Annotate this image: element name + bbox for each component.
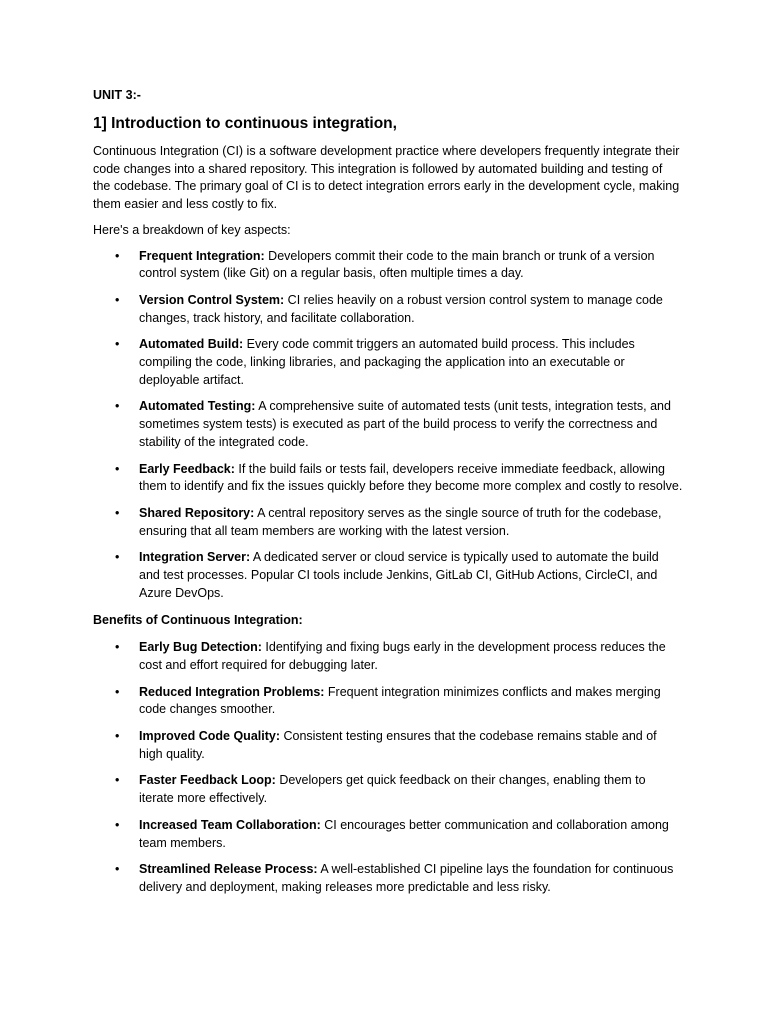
list-item xyxy=(93,505,683,540)
list-item-term: Integration Server: xyxy=(139,550,251,565)
list-item-term: Faster Feedback Loop: xyxy=(139,773,276,788)
list-item-term: Streamlined Release Process: xyxy=(139,862,318,877)
list-item xyxy=(93,336,683,389)
list-item-term: Improved Code Quality: xyxy=(139,728,280,743)
document-page xyxy=(93,86,683,907)
list-item-text: CI relies heavily on a robust version control system to manage code changes, track history, and facilitate collaboration. xyxy=(139,292,663,325)
list-item-term: Increased Team Collaboration: xyxy=(139,817,321,832)
list-item-term: Version Control System: xyxy=(139,292,285,307)
list-item-term: Automated Testing: xyxy=(139,399,256,414)
benefits-heading: Benefits of Continuous Integration: xyxy=(93,613,303,628)
list-item-text: If the build fails or tests fail, developers receive immediate feedback, allowing them to identify and fix the issues quickly before they become more complex and costly to resolve. xyxy=(139,461,683,494)
bullet-icon: • xyxy=(115,640,120,655)
bullet-icon: • xyxy=(115,505,120,520)
list-item xyxy=(93,861,683,896)
list-item xyxy=(93,248,683,283)
bullet-icon: • xyxy=(115,862,120,877)
list-item-text: Every code commit triggers an automated build process. This includes compiling the code, linking libraries, and packaging the application into an executable or deployable artifact. xyxy=(139,337,635,387)
list-item xyxy=(93,684,683,719)
intro-paragraph: Continuous Integration (CI) is a software development practice where developers frequently integrate their code changes into a shared repository. This integration is followed by automated building and testing of the codebase. The primary goal of CI is to detect integration errors early in the development cycle, making them easier and less costly to fix. xyxy=(93,144,680,212)
list-item-term: Frequent Integration: xyxy=(139,248,265,263)
list-item-text: Developers get quick feedback on their changes, enabling them to iterate more effectively. xyxy=(139,773,646,806)
list-item-text: A central repository serves as the single source of truth for the codebase, ensuring that all team members are working with the latest version. xyxy=(139,505,662,538)
list-item xyxy=(93,639,683,674)
bullet-icon: • xyxy=(115,399,120,414)
bullet-icon: • xyxy=(115,550,120,565)
bullet-icon: • xyxy=(115,728,120,743)
benefits-list xyxy=(93,639,683,896)
bullet-icon: • xyxy=(115,817,120,832)
unit-label: UNIT 3:- xyxy=(93,88,141,102)
bullet-icon: • xyxy=(115,337,120,352)
list-item-text: Frequent integration minimizes conflicts and makes merging code changes smoother. xyxy=(139,684,661,717)
list-item xyxy=(93,772,683,807)
list-item xyxy=(93,549,683,602)
list-item-text: CI encourages better communication and collaboration among team members. xyxy=(139,817,669,850)
list-item-term: Early Feedback: xyxy=(139,461,235,476)
list-item-text: A dedicated server or cloud service is typically used to automate the build and test processes. Popular CI tools include Jenkins, GitLab CI, GitHub Actions, CircleCI, and Azure DevOps. xyxy=(139,550,659,600)
list-item xyxy=(93,728,683,763)
bullet-icon: • xyxy=(115,461,120,476)
bullet-icon: • xyxy=(115,292,120,307)
list-item-term: Shared Repository: xyxy=(139,505,255,520)
list-item xyxy=(93,292,683,327)
list-item-term: Early Bug Detection: xyxy=(139,640,262,655)
list-item-text: A well-established CI pipeline lays the foundation for continuous delivery and deployment, making releases more predictable and less risky. xyxy=(139,862,674,894)
list-item-text: Consistent testing ensures that the codebase remains stable and of high quality. xyxy=(139,728,657,761)
list-item-text: Identifying and fixing bugs early in the development process reduces the cost and effort required for debugging later. xyxy=(139,640,666,672)
bullet-icon: • xyxy=(115,773,120,788)
list-item-text: A comprehensive suite of automated tests (unit tests, integration tests, and sometimes system tests) is executed as part of the build process to verify the correctness and stability of the integrated code. xyxy=(139,399,671,449)
breakdown-intro: Here's a breakdown of key aspects: xyxy=(93,222,291,237)
section-heading: 1] Introduction to continuous integration, xyxy=(93,115,397,132)
bullet-icon: • xyxy=(115,248,120,263)
list-item xyxy=(93,461,683,496)
key-aspects-list xyxy=(93,248,683,603)
list-item-text: Developers commit their code to the main branch or trunk of a version control system (like Git) on a regular basis, often multiple times a day. xyxy=(139,248,655,281)
list-item xyxy=(93,817,683,852)
list-item-term: Reduced Integration Problems: xyxy=(139,684,325,699)
list-item xyxy=(93,398,683,451)
list-item-term: Automated Build: xyxy=(139,337,244,352)
bullet-icon: • xyxy=(115,684,120,699)
